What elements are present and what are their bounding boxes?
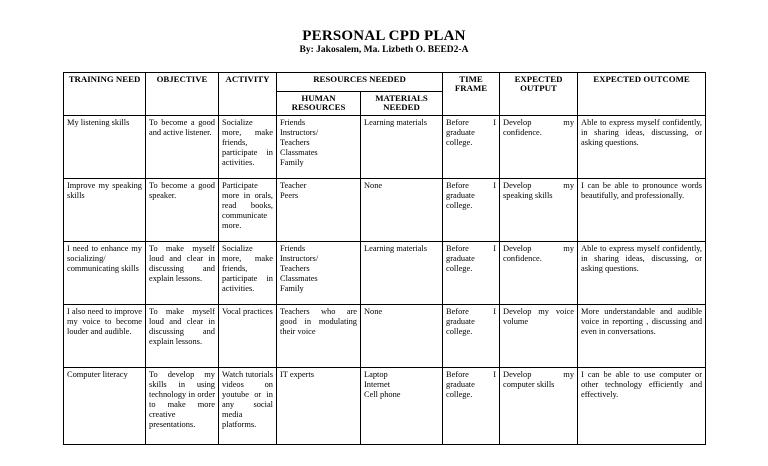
- expected-outcome-cell: I can be able to use computer or other technology efficiently and effectively.: [578, 368, 706, 445]
- objective-cell: To become a good and active listener.: [146, 116, 219, 179]
- human-resource-item: Instructors/: [280, 254, 319, 264]
- table-row: [64, 368, 706, 445]
- activity-cell: Participate more in orals, read books, communicate more.: [219, 179, 277, 242]
- human-resource-item: Friends: [280, 244, 306, 253]
- time-frame-cell: Before I graduate college.: [443, 116, 500, 179]
- material-item: Learning materials: [364, 244, 428, 253]
- expected-output-cell: Develop my speaking skills: [500, 179, 578, 242]
- col-objective: OBJECTIVE: [146, 73, 219, 116]
- document-byline: By: Jakosalem, Ma. Lizbeth O. BEED2-A: [299, 45, 469, 55]
- col-expected-output: EXPECTED OUTPUT: [500, 73, 578, 116]
- col-training-need: TRAINING NEED: [64, 73, 146, 116]
- human-resources-cell: [277, 368, 361, 445]
- human-resource-item: Teachers: [280, 138, 310, 148]
- activity-cell: Socialize more, make friends, participate in activities.: [219, 116, 277, 179]
- expected-output-cell: Develop my computer skills: [500, 368, 578, 445]
- material-item: Laptop: [364, 370, 388, 379]
- material-item: Cell phone: [364, 390, 401, 400]
- human-resource-item: Teacher: [280, 181, 307, 190]
- expected-output-cell: Develop my confidence.: [500, 242, 578, 305]
- human-resource-item: Classmates: [280, 274, 318, 284]
- materials-cell: [361, 305, 443, 368]
- training-need-cell: Improve my speaking skills: [64, 179, 146, 242]
- materials-cell: [361, 242, 443, 305]
- materials-cell: [361, 116, 443, 179]
- header-row: [64, 73, 706, 92]
- human-resource-item: Teachers: [280, 264, 310, 274]
- human-resource-item: IT experts: [280, 370, 315, 379]
- human-resources-cell: [277, 242, 361, 305]
- objective-cell: To make myself loud and clear in discussing and explain lessons.: [146, 305, 219, 368]
- human-resource-item: Peers: [280, 191, 299, 201]
- human-resource-item: Instructors/: [280, 128, 319, 138]
- material-item: Internet: [364, 380, 391, 390]
- objective-cell: To become a good speaker.: [146, 179, 219, 242]
- training-need-cell: I also need to improve my voice to become louder and audible.: [64, 305, 146, 368]
- time-frame-cell: Before I graduate college.: [443, 242, 500, 305]
- time-frame-cell: Before I graduate college.: [443, 368, 500, 445]
- expected-output-cell: Develop my voice volume: [500, 305, 578, 368]
- col-resources-needed: RESOURCES NEEDED: [277, 73, 443, 92]
- human-resources-cell: [277, 305, 361, 368]
- col-expected-outcome: EXPECTED OUTCOME: [578, 73, 706, 116]
- human-resource-item: Teachers who are good in modulating their voice: [280, 307, 357, 337]
- cpd-plan-table: [63, 72, 706, 445]
- human-resources-cell: [277, 179, 361, 242]
- time-frame-cell: Before I graduate college.: [443, 179, 500, 242]
- table-row: [64, 305, 706, 368]
- training-need-cell: My listening skills: [64, 116, 146, 179]
- col-activity: ACTIVITY: [219, 73, 277, 116]
- expected-output-cell: Develop my confidence.: [500, 116, 578, 179]
- objective-cell: To make myself loud and clear in discussing and explain lessons.: [146, 242, 219, 305]
- material-item: None: [364, 181, 383, 190]
- time-frame-cell: Before I graduate college.: [443, 305, 500, 368]
- human-resource-item: Classmates: [280, 148, 318, 158]
- activity-cell: Watch tutorials videos on youtube or in any social media platforms.: [219, 368, 277, 445]
- human-resource-item: Family: [280, 158, 304, 168]
- materials-cell: [361, 368, 443, 445]
- human-resource-item: Family: [280, 284, 304, 294]
- table-row: [64, 242, 706, 305]
- activity-cell: Socialize more, make friends, participate in activities.: [219, 242, 277, 305]
- col-time-frame: TIME FRAME: [443, 73, 500, 116]
- expected-outcome-cell: More understandable and audible voice in reporting , discussing and even in conversations.: [578, 305, 706, 368]
- table-row: [64, 179, 706, 242]
- col-materials-needed: MATERIALS NEEDED: [361, 92, 443, 116]
- activity-cell: Vocal practices: [219, 305, 277, 368]
- materials-cell: [361, 179, 443, 242]
- human-resources-cell: [277, 116, 361, 179]
- expected-outcome-cell: Able to express myself confidently, in sharing ideas, discussing, or asking questions.: [578, 116, 706, 179]
- human-resource-item: Friends: [280, 118, 306, 127]
- training-need-cell: I need to enhance my socializing/ communicating skills: [64, 242, 146, 305]
- objective-cell: To develop my skills in using technology in order to make more creative presentations.: [146, 368, 219, 445]
- table-row: [64, 116, 706, 179]
- training-need-cell: Computer literacy: [64, 368, 146, 445]
- document-title: PERSONAL CPD PLAN: [302, 28, 466, 44]
- material-item: None: [364, 307, 383, 316]
- expected-outcome-cell: I can be able to pronounce words beautifully, and professionally.: [578, 179, 706, 242]
- expected-outcome-cell: Able to express myself confidently, in sharing ideas, discussing, or asking questions.: [578, 242, 706, 305]
- material-item: Learning materials: [364, 118, 428, 127]
- col-human-resources: HUMAN RESOURCES: [277, 92, 361, 116]
